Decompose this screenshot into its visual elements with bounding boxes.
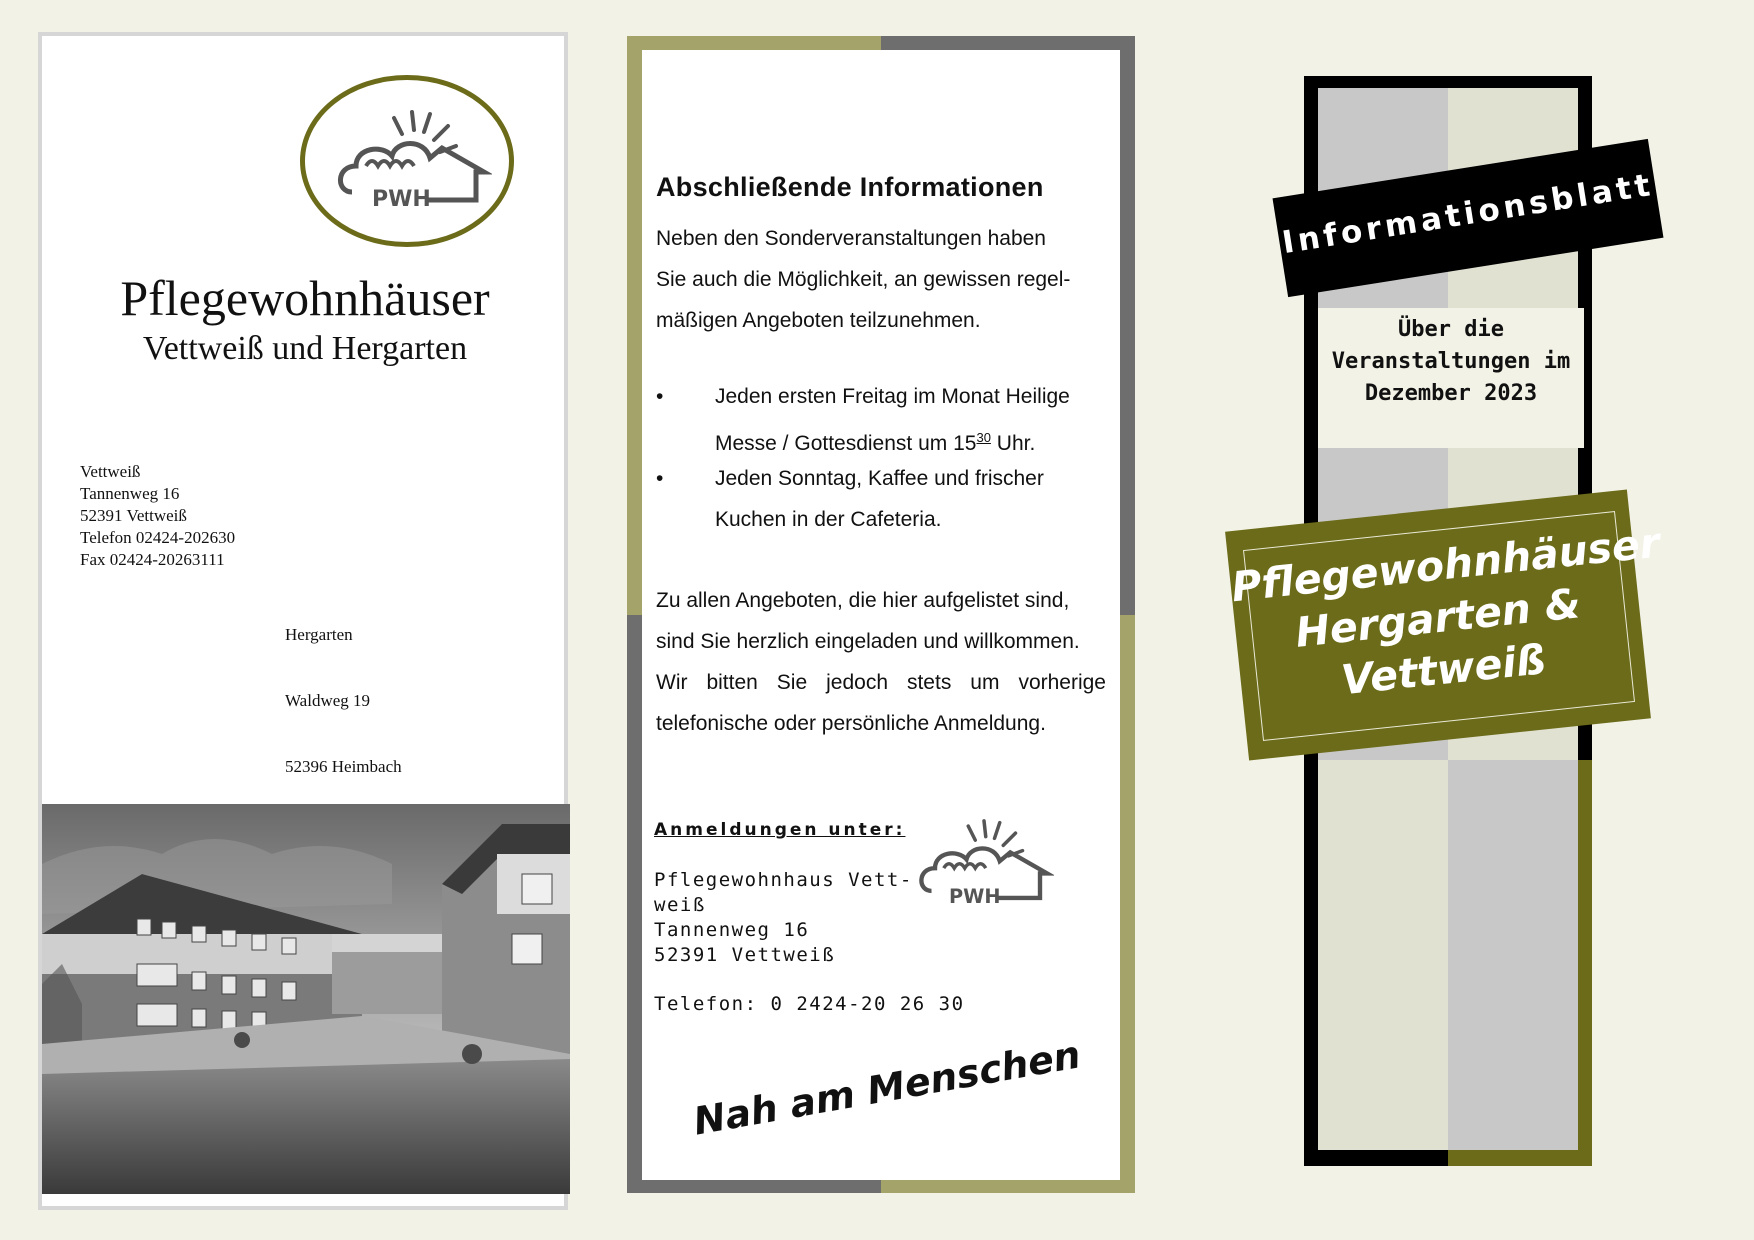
brand-name: Pflegewohnhäuser Hergarten & Vettweiß (1229, 518, 1663, 705)
address-line: Tannenweg 16 (80, 484, 180, 503)
registration-phone: Telefon: 0 2424-20 26 30 (654, 993, 965, 1015)
address-line: Vettweiß (80, 462, 141, 481)
svg-text:PWH: PWH (949, 885, 1001, 909)
brand-title: Pflegewohnhäuser (120, 270, 490, 326)
brand-subtitle: Vettweiß und Hergarten (142, 330, 468, 367)
pwh-logo (332, 104, 492, 214)
building-photo (42, 804, 570, 1194)
bullet-icon: • (656, 385, 664, 408)
registration-line: 52391 Vettweiß (654, 944, 836, 966)
list-item-line: Messe / Gottesdienst um $15^{30}$ Uhr. (715, 430, 1036, 455)
list-item (656, 458, 1106, 540)
closing-paragraph (656, 580, 1106, 744)
list-item-line: Jeden ersten Freitag im Monat Heilige (715, 385, 1070, 408)
address-line: Fax 02424-20263111 (80, 550, 225, 569)
event-subtitle: Über die Veranstaltungen im Dezember 2023 (1331, 317, 1571, 406)
address-line: Waldweg 19 (285, 691, 371, 710)
address-line: Telefon 02424-202630 (80, 528, 236, 547)
section-heading: Abschließende Informationen (656, 172, 1044, 202)
intro-line: Sie auch die Möglichkeit, an gewissen regel- (656, 268, 1071, 291)
address-line: 52396 Heimbach (285, 757, 402, 776)
svg-text:PWH: PWH (372, 187, 431, 212)
info-label: Informationsblatt (1279, 166, 1657, 262)
pwh-logo (914, 812, 1054, 912)
list-item-line: Kuchen in der Cafeteria. (715, 508, 942, 531)
registration-heading: Anmeldungen unter: (654, 820, 906, 840)
list-item-line: Jeden Sonntag, Kaffee und frischer (715, 467, 1044, 490)
list-item (656, 376, 1106, 458)
address-vettweiss (80, 461, 235, 571)
registration-address (654, 868, 913, 968)
intro-line: Neben den Sonderveranstaltungen haben (656, 227, 1046, 250)
registration-line: Tannenweg 16 (654, 919, 810, 941)
registration-line: Pflegewohnhaus Vett- (654, 869, 913, 891)
slogan: Nah am Menschen (690, 1032, 1084, 1144)
cover-stripe (1318, 760, 1448, 1150)
closing-line: Zu allen Angeboten, die hier aufgelistet sind, (656, 589, 1070, 612)
cover-stripe (1448, 760, 1578, 1150)
address-line: Hergarten (285, 625, 353, 644)
bullet-icon: • (656, 467, 664, 490)
closing-line: Wir bitten Sie jedoch stets um vorherige (656, 671, 1106, 694)
intro-line: mäßigen Angeboten teilzunehmen. (656, 309, 981, 332)
intro-paragraph (656, 218, 1106, 341)
closing-line: sind Sie herzlich eingeladen und willkommen. (656, 630, 1080, 653)
registration-line: weiß (654, 894, 706, 916)
address-line: 52391 Vettweiß (80, 506, 187, 525)
closing-line: telefonische oder persönliche Anmeldung. (656, 712, 1046, 735)
